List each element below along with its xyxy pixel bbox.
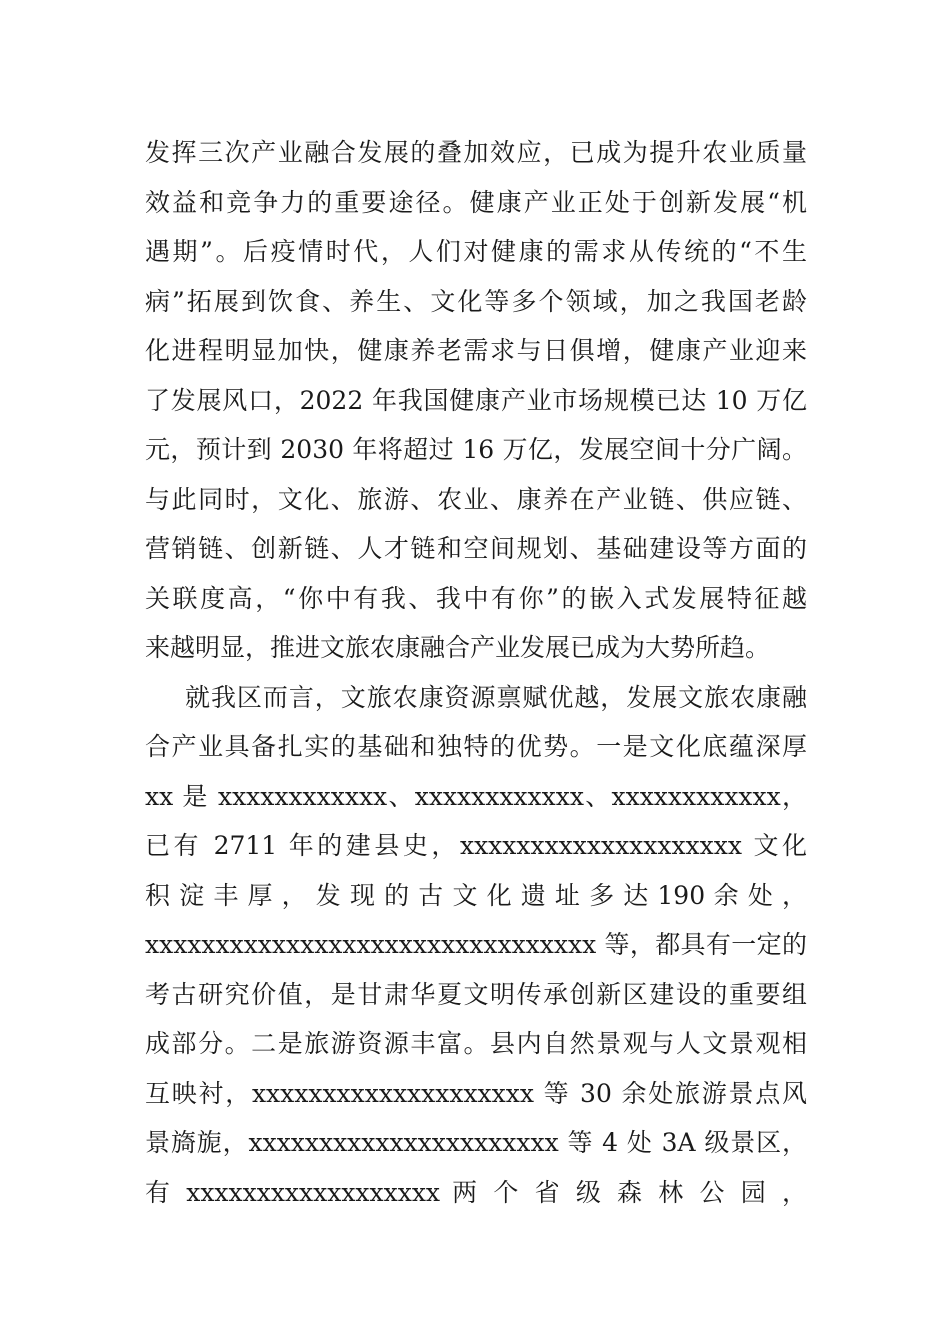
text-line: 互映衬，xxxxxxxxxxxxxxxxxxxx 等 30 余处旅游景点风 [145, 1078, 807, 1108]
text-line: 积 淀 丰 厚 ， 发 现 的 古 文 化 遗 址 多 达 190 余 处 ， [145, 880, 807, 910]
text-line: 已有 2711 年的建县史，xxxxxxxxxxxxxxxxxxxx 文化 [145, 831, 807, 860]
text-line: 合产业具备扎实的基础和独特的优势。一是文化底蕴深厚 [145, 732, 807, 761]
text-line: 元，预计到 2030 年将超过 16 万亿，发展空间十分广阔。 [145, 435, 807, 464]
text-line: 化进程明显加快，健康养老需求与日俱增，健康产业迎来 [145, 336, 807, 365]
text-line: 景旖旎，xxxxxxxxxxxxxxxxxxxxxx 等 4 处 3A 级景区， [145, 1128, 807, 1157]
text-line: 有 xxxxxxxxxxxxxxxxxx 两 个 省 级 森 林 公 园 ， [145, 1177, 807, 1207]
text-line: 发挥三次产业融合发展的叠加效应，已成为提升农业质量 [145, 138, 807, 167]
paragraph-2 [145, 673, 807, 1218]
text-line: 病”拓展到饮食、养生、文化等多个领域，加之我国老龄 [145, 286, 807, 316]
text-line: 考古研究价值，是甘肃华夏文明传承创新区建设的重要组 [145, 979, 807, 1009]
text-line: 营销链、创新链、人才链和空间规划、基础建设等方面的 [145, 534, 807, 563]
text-line: 了发展风口，2022 年我国健康产业市场规模已达 10 万亿 [145, 385, 807, 415]
text-line: 来越明显，推进文旅农康融合产业发展已成为大势所趋。 [145, 633, 771, 662]
text-line: 就我区而言，文旅农康资源禀赋优越，发展文旅农康融 [185, 682, 807, 712]
text-line: 效益和竞争力的重要途径。健康产业正处于创新发展“机 [145, 187, 807, 217]
paragraph-1 [145, 128, 807, 673]
text-line: 成部分。二是旅游资源丰富。县内自然景观与人文景观相 [145, 1029, 807, 1058]
text-line: xxxxxxxxxxxxxxxxxxxxxxxxxxxxxxxx 等，都具有一定的 [145, 930, 807, 959]
text-line: 关联度高，“你中有我、我中有你”的嵌入式发展特征越 [145, 583, 807, 613]
document-body [145, 128, 807, 1217]
text-line: 遇期”。后疫情时代，人们对健康的需求从传统的“不生 [145, 237, 807, 266]
text-line: xx 是 xxxxxxxxxxxx、xxxxxxxxxxxx、xxxxxxxxxxxx， [145, 781, 807, 811]
text-line: 与此同时，文化、旅游、农业、康养在产业链、供应链、 [145, 484, 807, 514]
